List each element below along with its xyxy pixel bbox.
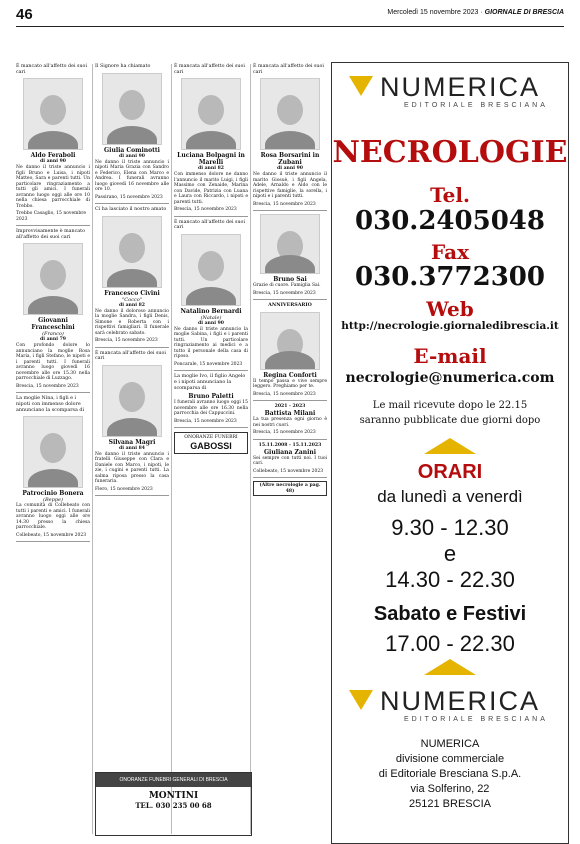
header-rule	[16, 26, 564, 27]
obituary: Il Signore ha chiamato Giulia Cominotti di anni 90 Ne danno il triste annuncio i nipoti Maria Grazia con Sandro e Federico, Elena con Marco e Andrea. I funerali avranno luogo giovedì 16 novembre alle ore 10. Passirano, 15 novembre 2023	[95, 64, 169, 204]
obituary: Ci ha lasciato il nostro amato Francesco Civini "Cocco" di anni 82 Ne danno il doloroso annuncio la moglie Sandra, i figli Denis, Simone e Roberta con i rispettivi famigliari. Il funerale sarà celebrato sabato. Brescia, 15 novembre 2023	[95, 207, 169, 348]
anniversary: 2021 - 2023 Battista Milani La tua presenza ogni giorno è nei nostri cuori. Brescia, 15 novembre 2023	[253, 404, 327, 440]
obituary: È mancata all'affetto dei suoi cari Rosa Borsarini in Zubani di anni 90 Ne danno il triste annuncio il marito Giosuè, i figli Angela, Adele, Arnaldo e Aldo con le rispettive famiglie, la sorella, i nipoti e i parenti tutti. Brescia, 15 novembre 2023	[253, 64, 327, 211]
obituary: È mancato all'affetto dei suoi cari Natalino Bernardi (Natale) di anni 90 Ne danno il triste annuncio la moglie Sabina, i figli e i parenti tutti. Un particolare ringraziamento ai medici e a tutto il personale della casa di riposo. Poncarale, 15 novembre 2023	[174, 220, 248, 372]
portrait-photo	[260, 214, 320, 274]
page-number: 46	[16, 6, 33, 23]
deceased-name: Bruno Paletti	[188, 393, 234, 401]
deceased-name: Luciana Bolpagni in Marelli	[177, 152, 245, 167]
column-2	[95, 64, 169, 834]
anniversary: ANNIVERSARIO Regina Conforti Il tempo passa e vive sempre leggero. Preghiamo per te. Brescia, 15 novembre 2023	[253, 303, 327, 401]
portrait-photo	[181, 234, 241, 306]
phone-number: 030.2405048	[355, 206, 545, 236]
portrait-photo	[23, 78, 83, 150]
column-4	[253, 64, 327, 834]
necrologie-title: NECROLOGIE	[332, 135, 568, 170]
obituary: La moglie Nina, i figli e i nipoti con immenso dolore annunciano la scomparsa di Patrocinio Bonera (Beppe) La comunità di Collebeato con tutti i parenti e amici. I funerali avranno luogo oggi alle ore 14.30 presso la chiesa parrocchiale. Collebeato, 15 novembre 2023	[16, 396, 90, 542]
portrait-photo	[260, 312, 320, 370]
numerica-logo: NUMERICA EDITORIALE BRESCIANA	[340, 71, 560, 113]
obituary: È mancata all'affetto dei suoi cari Luciana Bolpagni in Marelli di anni 82 Con immenso dolore ne danno l'annuncio il marito Luigi, i figli Massimo con Zenaide, Marina con Davide, Patrizia con Luana e Laura con Riccardo, i nipoti e parenti tutti. Brescia, 15 novembre 2023	[174, 64, 248, 217]
column-3	[174, 64, 248, 834]
portrait-photo	[102, 73, 162, 145]
obituary: È mancata all'affetto dei suoi cari Silvana Magri di anni 84 Ne danno il triste annuncio i fratelli Giuseppe con Clara e Daniele con Marco, i nipoti, le zie, i cugini e parenti tutti. La salma riposa presso la casa funeraria. Flero, 15 novembre 2023	[95, 351, 169, 497]
deceased-name: Aldo Feraboli	[30, 152, 76, 160]
montini-ad: ONORANZE FUNEBRI GENERALI DI BRESCIA MONTINI TEL. 030 235 00 68	[95, 772, 252, 836]
numerica-logo: NUMERICA EDITORIALE BRESCIANA	[340, 685, 560, 727]
portrait-photo	[23, 416, 83, 488]
fax-number: 030.3772300	[355, 262, 545, 292]
portrait-photo	[23, 243, 83, 315]
anniversary: 15.11.2008 - 15.11.2023 Giuliana Zanini Sei sempre con tutti noi. I tuoi cari. Collebeato, 15 novembre 2023	[253, 443, 327, 479]
numerica-advert: NUMERICA EDITORIALE BRESCIANA NECROLOGIE Tel. 030.2405048 Fax 030.3772300 Web http://necrologie.giornaledibrescia.it E-mail necrologie@numerica.com Le mail ricevute dopo le 22.15 saranno pubblicate due giorni dopo ORARI da lunedì a venerdì 9.30 - 12.30 e 14.30 - 22.30 Sabato e Festivi 17.00 - 22.30 NUMERICA EDITORIALE BRESCIANA NUMERICA divisione commerciale di Editoriale Bresciana S.p.A. via Solferino, 22 25121 BRESCIA	[331, 62, 569, 844]
deceased-name: Patrocinio Bonera	[22, 490, 84, 498]
obituary: La moglie Ivo, il figlio Angelo e i nipoti annunciano la scomparsa di Bruno Paletti I funerali avranno luogo oggi 15 novembre alle ore 16.30 nella parrocchia dei Cappuccini. Brescia, 15 novembre 2023	[174, 374, 248, 428]
deceased-name: Battista Milani	[264, 410, 316, 418]
portrait-photo	[260, 78, 320, 150]
deceased-name: Rosa Borsarini in Zubani	[260, 152, 320, 167]
orari-triangle-icon	[424, 659, 476, 675]
portrait-photo	[181, 78, 241, 150]
header-meta: Mercoledì 15 novembre 2023 · GIORNALE DI BRESCIA	[387, 9, 564, 16]
deceased-name: Silvana Magri	[108, 438, 156, 446]
triangle-logo-icon	[340, 685, 382, 725]
obituary: Improvvisamente è mancato all'affetto dei suoi cari Giovanni Franceschini (Franco) di anni 79 Con profondo dolore lo annunciano la moglie Rosa Maria, i figli Stefano, le nipoti e i parenti tutti. I funerali avranno luogo giovedì 16 novembre alle ore 15.30 nella parrocchiale di Luzzago. Brescia, 15 novembre 2023	[16, 229, 90, 393]
web-link[interactable]: http://necrologie.giornaledibrescia.it	[341, 320, 559, 332]
gabossi-ad: ONORANZE FUNEBRI GABOSSI	[174, 432, 248, 454]
more-notices: (Altre necrologie a pag. 48)	[253, 481, 327, 496]
deceased-name: Natalino Bernardi	[180, 307, 242, 315]
deceased-name: Francesco Civini	[104, 289, 160, 297]
portrait-photo	[102, 216, 162, 288]
deceased-name: Bruno Sai	[273, 276, 307, 284]
obituary-columns	[16, 34, 328, 834]
orari-triangle-icon	[424, 438, 476, 454]
email-link[interactable]: necrologie@numerica.com	[345, 370, 555, 386]
portrait-photo	[102, 365, 162, 437]
triangle-logo-icon	[340, 71, 382, 111]
obituary: È mancato all'affetto dei suoi cari Aldo Feraboli di anni 90 Ne danno il triste annuncio i figli Bruno e Luisa, i nipoti Matteo, Sara e parenti tutti. Un particolare ringraziamento a tutti gli amici. I funerali avranno luogo oggi alle ore 10 nella chiesa parrocchiale di Trebbo. Trebbo Casaglio, 15 novembre 2023	[16, 64, 90, 226]
deceased-name: Giovanni Franceschini	[31, 317, 75, 332]
obituary: Bruno Sai Grazie di cuore. Famiglia Sai. Brescia, 15 novembre 2023	[253, 214, 327, 300]
deceased-name: Giulia Cominotti	[104, 146, 160, 154]
deceased-name: Regina Conforti	[263, 371, 317, 379]
page-header	[16, 0, 564, 28]
deceased-name: Giuliana Zanini	[263, 448, 317, 456]
column-1	[16, 64, 90, 834]
